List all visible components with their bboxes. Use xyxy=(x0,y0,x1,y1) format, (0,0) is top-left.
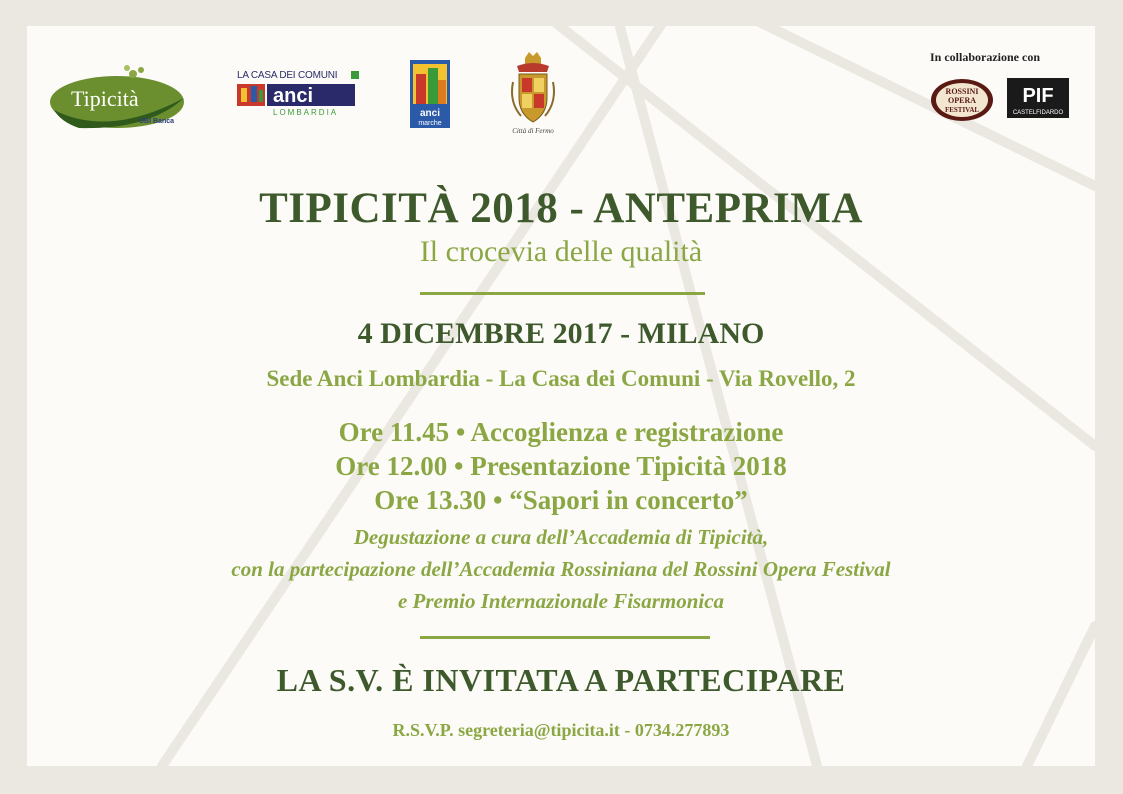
rossini-opera-festival-logo xyxy=(930,78,994,122)
program-item: Ore 13.30 • “Sapori in concerto” xyxy=(374,485,748,515)
program-note: con la partecipazione dell’Accademia Rossiniana del Rossini Opera Festival xyxy=(231,557,891,581)
event-subtitle: Il crocevia delle qualità xyxy=(419,235,703,268)
anci-marche-region: marche xyxy=(418,120,442,127)
event-title: TIPICITÀ 2018 - ANTEPRIMA xyxy=(259,185,863,232)
event-venue: Sede Anci Lombardia - La Casa dei Comuni - Via Rovello, 2 xyxy=(266,366,856,391)
invitation-line: LA S.V. È INVITATA A PARTECIPARE xyxy=(276,662,846,698)
svg-text:CASTELFIDARDO: CASTELFIDARDO xyxy=(1012,110,1064,116)
invitation-card xyxy=(27,26,1095,766)
anci-lombardia-caption: LA CASA DEI COMUNI xyxy=(237,70,338,81)
fermo-caption: Città di Fermo xyxy=(512,127,554,135)
decorative-crossing-lines xyxy=(27,26,1095,766)
svg-text:ROSSINI: ROSSINI xyxy=(945,87,979,96)
program-note: Degustazione a cura dell’Accademia di Tipicità, xyxy=(353,525,769,549)
anci-lombardia-logo xyxy=(237,70,357,120)
divider-top xyxy=(420,292,705,295)
divider-bottom xyxy=(420,636,710,639)
program-note: e Premio Internazionale Fisarmonica xyxy=(397,589,725,613)
anci-marche-logo xyxy=(410,60,450,128)
pif-castelfidardo-logo xyxy=(1007,78,1069,118)
svg-text:OPERA: OPERA xyxy=(948,96,976,105)
collaboration-label: In collaborazione con xyxy=(930,50,1040,64)
anci-lombardia-square xyxy=(351,71,359,79)
event-date: 4 DICEMBRE 2017 - MILANO xyxy=(357,317,765,350)
tipicita-logo xyxy=(49,60,189,132)
svg-text:FESTIVAL: FESTIVAL xyxy=(944,106,980,114)
program-item: Ore 11.45 • Accoglienza e registrazione xyxy=(338,417,784,447)
anci-lombardia-region: LOMBARDIA xyxy=(273,108,339,116)
svg-text:PIF: PIF xyxy=(1022,85,1054,107)
ubi-banca-label: UBI Banca xyxy=(139,118,175,125)
anci-marche-name: anci xyxy=(419,108,441,119)
rsvp-contact: R.S.V.P. segreteria@tipicita.it - 0734.277893 xyxy=(392,720,730,740)
anci-lombardia-name: anci xyxy=(273,85,314,107)
program-item: Ore 12.00 • Presentazione Tipicità 2018 xyxy=(335,451,787,481)
fermo-crest-logo xyxy=(503,52,563,136)
tipicita-logo-text: Tipicità xyxy=(71,86,139,111)
